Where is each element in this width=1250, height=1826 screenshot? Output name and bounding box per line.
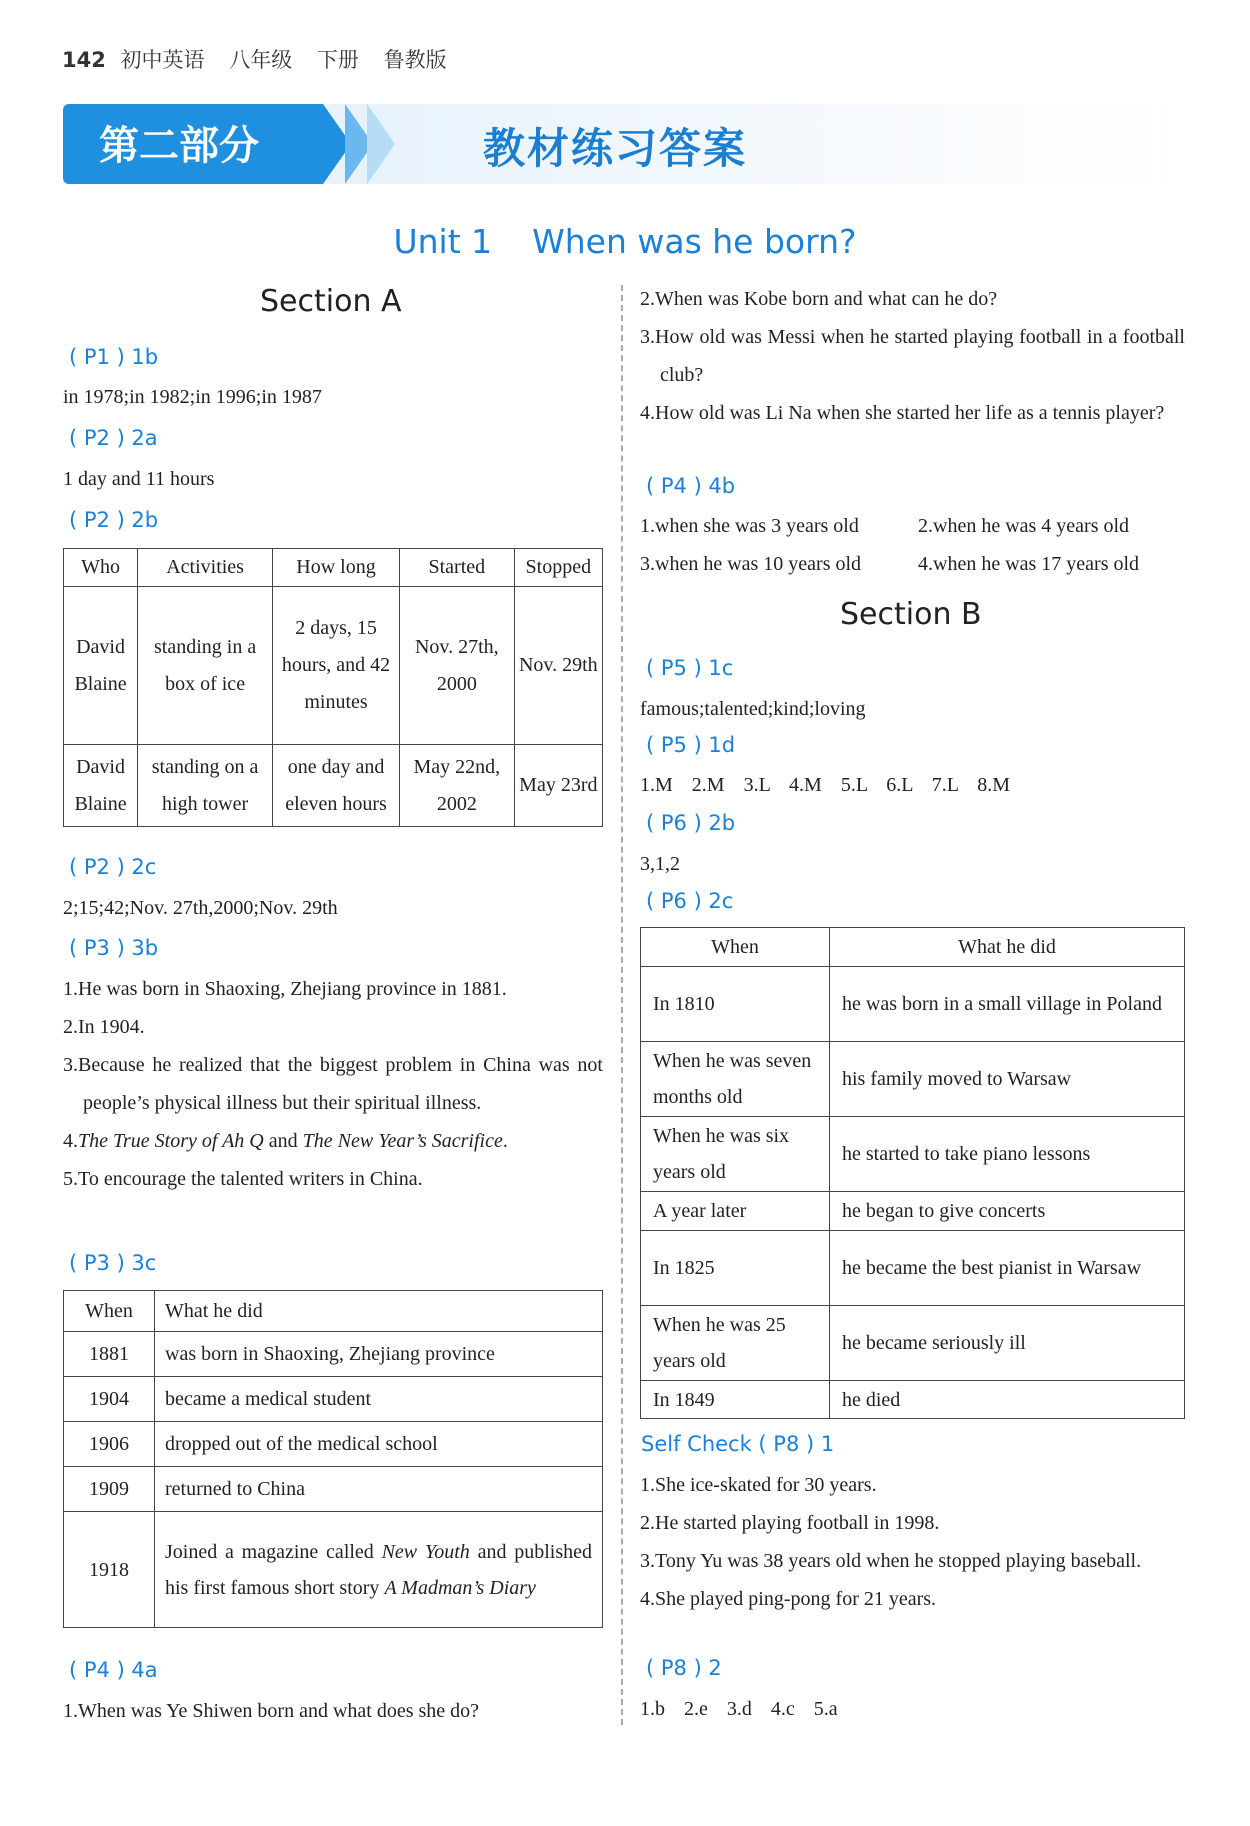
part-tag-text: 第二部分	[99, 123, 259, 169]
column-divider	[621, 285, 623, 1725]
part-banner	[63, 104, 1183, 184]
p4-4a-label: ( P4 ) 4a	[69, 1658, 158, 1682]
list-item: 2.when he was 4 years old	[918, 515, 1130, 537]
table-cell: standing in a box of ice	[138, 587, 273, 745]
table-cell: 1904	[64, 1377, 155, 1422]
list-item: 3.Tony Yu was 38 years old when he stopped playing baseball.	[640, 1550, 1142, 1572]
table-cell: he started to take piano lessons	[830, 1117, 1185, 1192]
table-cell: one day and eleven hours	[273, 745, 400, 827]
cell-text: and published his first famous short story	[165, 1540, 592, 1599]
list-item: 4.when he was 17 years old	[918, 553, 1140, 575]
table-row	[64, 1332, 603, 1377]
p3-3c-table	[63, 1290, 603, 1628]
table-row	[64, 1377, 603, 1422]
page-header	[62, 44, 447, 74]
edition: 鲁教版	[383, 48, 447, 72]
table-cell: Nov. 27th, 2000	[399, 587, 514, 745]
table-header-row	[641, 928, 1185, 967]
unit-title	[0, 222, 1250, 261]
self-check-1-label: Self Check ( P8 ) 1	[641, 1432, 835, 1456]
table-cell: Nov. 29th	[514, 587, 602, 745]
list-item: 4.How old was Li Na when she started her life as a tennis player?	[640, 402, 1165, 424]
table-cell: standing on a high tower	[138, 745, 273, 827]
table-cell: May 23rd	[514, 745, 602, 827]
table-header: When	[641, 928, 830, 967]
p2-2c-label: ( P2 ) 2c	[69, 855, 157, 879]
table-cell	[155, 1512, 603, 1628]
table-cell: 1909	[64, 1467, 155, 1512]
table-cell: When he was six years old	[641, 1117, 830, 1192]
table-cell: he became the best pianist in Warsaw	[830, 1231, 1185, 1306]
table-cell: his family moved to Warsaw	[830, 1042, 1185, 1117]
p5-1c-label: ( P5 ) 1c	[646, 656, 734, 680]
table-cell: When he was seven months old	[641, 1042, 830, 1117]
punctuation: .	[502, 1130, 508, 1152]
table-row	[641, 1192, 1185, 1231]
table-row	[641, 1117, 1185, 1192]
table-header: What he did	[155, 1291, 603, 1332]
table-row	[641, 967, 1185, 1042]
part-title: 教材练习答案	[483, 124, 748, 173]
table-row	[641, 1381, 1185, 1419]
subject: 初中英语	[120, 48, 205, 72]
p5-1d-label: ( P5 ) 1d	[646, 733, 736, 757]
p5-1c-answer: famous;talented;kind;loving	[640, 698, 866, 720]
section-a-heading: Section A	[260, 284, 402, 319]
table-cell: he was born in a small village in Poland	[830, 967, 1185, 1042]
p2-2b-table	[63, 548, 603, 827]
page-number: 142	[62, 48, 106, 72]
table-row	[64, 1467, 603, 1512]
table-header: When	[64, 1291, 155, 1332]
table-header-row	[64, 549, 603, 587]
list-item: 2.When was Kobe born and what can he do?	[640, 288, 998, 310]
table-row	[64, 1422, 603, 1467]
table-cell: he became seriously ill	[830, 1306, 1185, 1381]
p6-2c-table	[640, 927, 1185, 1419]
table-cell: David Blaine	[64, 745, 138, 827]
list-item: 3.How old was Messi when he started playing football in a football club?	[640, 326, 1185, 386]
list-item: 1.He was born in Shaoxing, Zhejiang province in 1881.	[63, 978, 507, 1000]
chevron-arrow-icon	[367, 104, 395, 184]
table-cell: dropped out of the medical school	[155, 1422, 603, 1467]
p5-1d-answer: 1.M 2.M 3.L 4.M 5.L 6.L 7.L 8.M	[640, 774, 1011, 796]
table-cell: was born in Shaoxing, Zhejiang province	[155, 1332, 603, 1377]
p1-1b-answer: in 1978;in 1982;in 1996;in 1987	[63, 386, 322, 408]
p4-4a-answer: 1.When was Ye Shiwen born and what does she do?	[63, 1700, 480, 1722]
list-item: 5.To encourage the talented writers in China.	[63, 1168, 423, 1190]
table-row	[641, 1306, 1185, 1381]
table-header: Stopped	[514, 549, 602, 587]
p6-2b-answer: 3,1,2	[640, 853, 680, 875]
table-header: What he did	[830, 928, 1185, 967]
p2-2a-answer: 1 day and 11 hours	[63, 468, 215, 490]
p3-3c-label: ( P3 ) 3c	[69, 1251, 157, 1275]
p4-4b-label: ( P4 ) 4b	[646, 474, 736, 498]
table-row	[641, 1042, 1185, 1117]
table-row	[641, 1231, 1185, 1306]
cell-text: Joined a magazine called	[165, 1540, 382, 1563]
self-check-1-answers	[640, 1466, 1185, 1618]
answer-row	[640, 507, 1185, 545]
table-cell: A year later	[641, 1192, 830, 1231]
p1-1b-label: ( P1 ) 1b	[69, 345, 159, 369]
table-cell: When he was 25 years old	[641, 1306, 830, 1381]
p8-2-label: ( P8 ) 2	[646, 1656, 722, 1680]
p4-4a-continued	[640, 280, 1185, 432]
table-header: Activities	[138, 549, 273, 587]
table-cell: David Blaine	[64, 587, 138, 745]
p3-3b-label: ( P3 ) 3b	[69, 936, 159, 960]
book-title: The True Story of Ah Q	[78, 1130, 264, 1152]
list-item: 1.She ice-skated for 30 years.	[640, 1474, 877, 1496]
p2-2c-answer: 2;15;42;Nov. 27th,2000;Nov. 29th	[63, 897, 338, 919]
table-cell: became a medical student	[155, 1377, 603, 1422]
story-title: A Madman’s Diary	[384, 1576, 536, 1599]
p8-2-answer: 1.b 2.e 3.d 4.c 5.a	[640, 1698, 838, 1720]
p2-2b-label: ( P2 ) 2b	[69, 508, 159, 532]
table-header: Started	[399, 549, 514, 587]
unit-name: When was he born?	[532, 222, 857, 261]
p6-2c-label: ( P6 ) 2c	[646, 889, 734, 913]
table-cell: In 1825	[641, 1231, 830, 1306]
volume: 下册	[316, 48, 359, 72]
table-row	[64, 745, 603, 827]
table-header: How long	[273, 549, 400, 587]
conjunction: and	[263, 1130, 303, 1152]
answer-row	[640, 545, 1185, 583]
list-item: 1.when she was 3 years old	[640, 515, 859, 537]
table-row	[64, 1512, 603, 1628]
unit-number: Unit 1	[393, 222, 493, 261]
table-cell: he died	[830, 1381, 1185, 1419]
table-header-row	[64, 1291, 603, 1332]
table-cell: returned to China	[155, 1467, 603, 1512]
table-cell: 1881	[64, 1332, 155, 1377]
item-number: 4.	[63, 1130, 78, 1152]
list-item	[63, 1122, 603, 1160]
table-cell: he began to give concerts	[830, 1192, 1185, 1231]
list-item: 2.He started playing football in 1998.	[640, 1512, 940, 1534]
book-title: The New Year’s Sacrifice	[302, 1130, 503, 1152]
table-cell: In 1849	[641, 1381, 830, 1419]
list-item: 4.She played ping-pong for 21 years.	[640, 1588, 937, 1610]
list-item: 3.when he was 10 years old	[640, 553, 862, 575]
table-cell: May 22nd, 2002	[399, 745, 514, 827]
magazine-title: New Youth	[381, 1540, 470, 1563]
table-header: Who	[64, 549, 138, 587]
list-item: 3.Because he realized that the biggest problem in China was not people’s physical illness but their spiritual illness.	[63, 1054, 603, 1114]
p6-2b-label: ( P6 ) 2b	[646, 811, 736, 835]
table-cell: 1906	[64, 1422, 155, 1467]
section-b-heading: Section B	[840, 597, 982, 632]
table-cell: In 1810	[641, 967, 830, 1042]
grade: 八年级	[229, 48, 293, 72]
list-item: 2.In 1904.	[63, 1016, 145, 1038]
p4-4b-answers	[640, 507, 1185, 583]
p3-3b-answers	[63, 970, 603, 1198]
p2-2a-label: ( P2 ) 2a	[69, 426, 158, 450]
table-row	[64, 587, 603, 745]
table-cell: 2 days, 15 hours, and 42 minutes	[273, 587, 400, 745]
table-cell: 1918	[64, 1512, 155, 1628]
